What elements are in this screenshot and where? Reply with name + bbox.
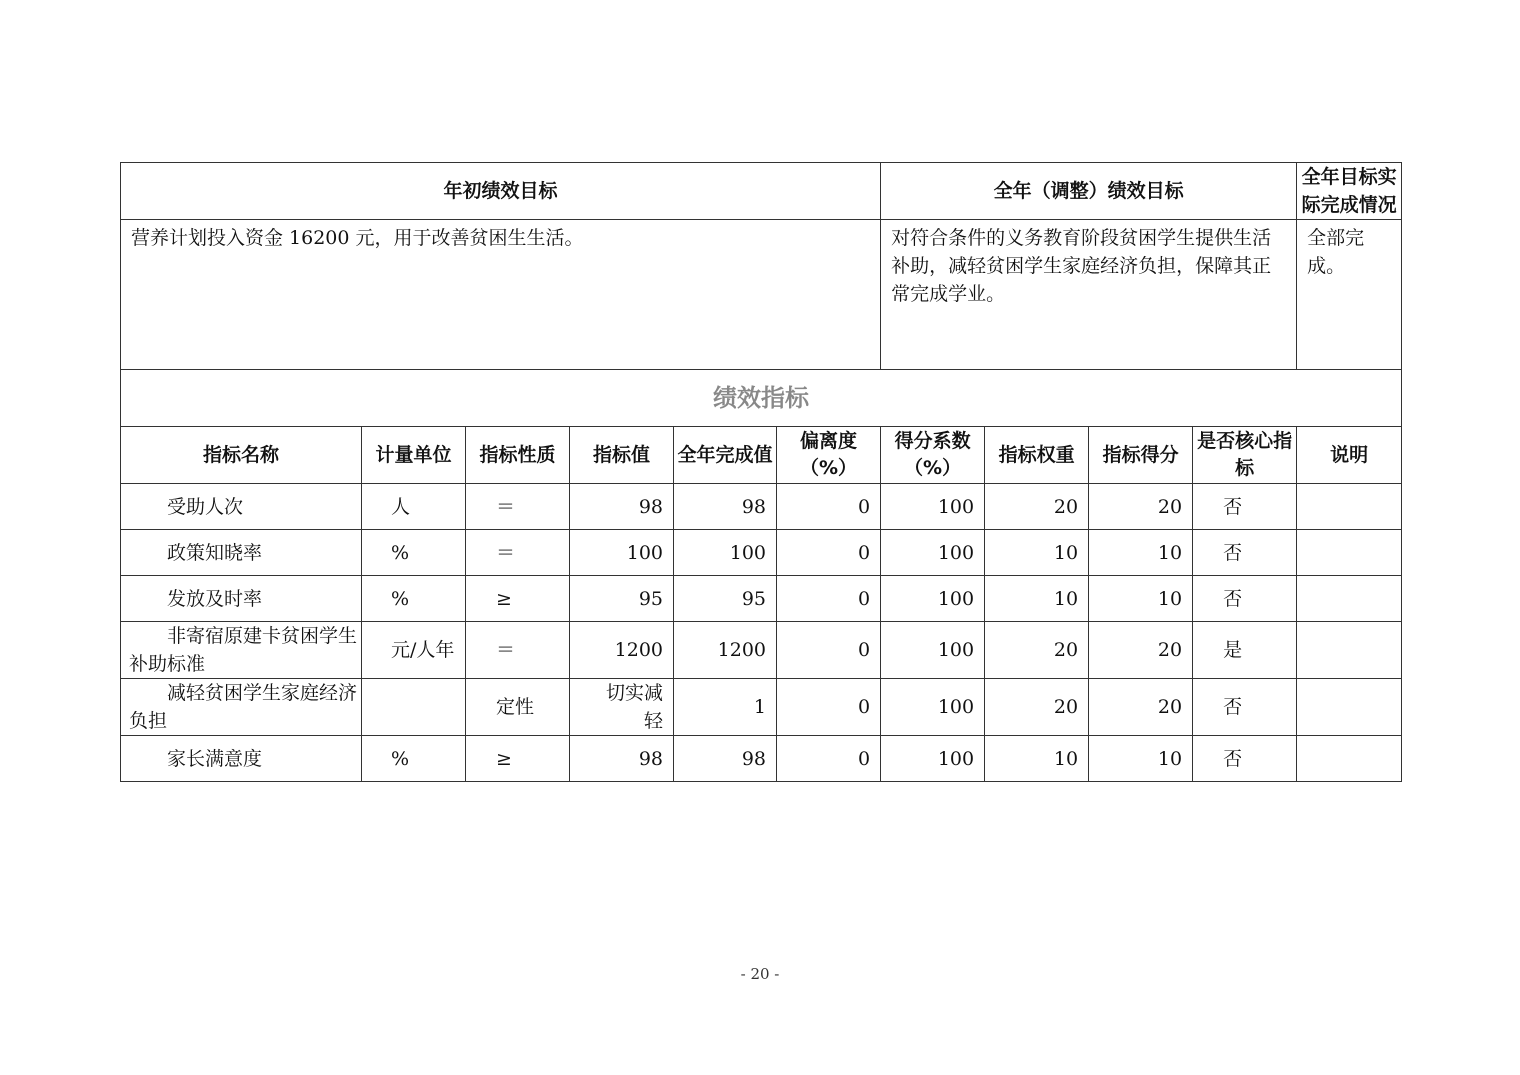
indicator-score: 10 bbox=[1089, 530, 1193, 576]
indicator-score: 20 bbox=[1089, 484, 1193, 530]
col-header-actual: 全年完成值 bbox=[674, 427, 777, 484]
indicator-name: 家长满意度 bbox=[121, 736, 362, 782]
adjusted-goal-text: 对符合条件的义务教育阶段贫困学生提供生活补助，减轻贫困学生家庭经济负担，保障其正常完成学业。 bbox=[881, 220, 1297, 370]
indicator-target: 切实减轻 bbox=[570, 679, 674, 736]
col-header-score: 指标得分 bbox=[1089, 427, 1193, 484]
table-row bbox=[121, 736, 1402, 782]
indicator-score: 20 bbox=[1089, 622, 1193, 679]
indicators-title: 绩效指标 bbox=[121, 370, 1402, 427]
indicator-coef: 100 bbox=[881, 679, 985, 736]
indicator-unit: 人 bbox=[362, 484, 466, 530]
indicator-note bbox=[1297, 622, 1402, 679]
indicator-name: 发放及时率 bbox=[121, 576, 362, 622]
indicator-weight: 10 bbox=[985, 576, 1089, 622]
indicator-target: 1200 bbox=[570, 622, 674, 679]
indicator-target: 98 bbox=[570, 736, 674, 782]
indicator-name: 受助人次 bbox=[121, 484, 362, 530]
performance-table-wrap bbox=[120, 162, 1401, 782]
indicator-note bbox=[1297, 576, 1402, 622]
table-row bbox=[121, 622, 1402, 679]
indicator-core: 否 bbox=[1193, 679, 1297, 736]
indicator-deviation: 0 bbox=[777, 530, 881, 576]
indicator-unit: 元/人年 bbox=[362, 622, 466, 679]
table-row bbox=[121, 484, 1402, 530]
col-header-coef: 得分系数（%） bbox=[881, 427, 985, 484]
indicator-actual: 98 bbox=[674, 736, 777, 782]
indicator-unit: % bbox=[362, 576, 466, 622]
indicator-coef: 100 bbox=[881, 736, 985, 782]
col-header-target: 指标值 bbox=[570, 427, 674, 484]
indicator-header-row bbox=[121, 427, 1402, 484]
indicator-actual: 1 bbox=[674, 679, 777, 736]
indicator-actual: 1200 bbox=[674, 622, 777, 679]
indicator-nature: ≥ bbox=[466, 576, 570, 622]
table-row bbox=[121, 576, 1402, 622]
indicator-deviation: 0 bbox=[777, 576, 881, 622]
indicator-core: 否 bbox=[1193, 736, 1297, 782]
indicator-unit: % bbox=[362, 736, 466, 782]
indicator-deviation: 0 bbox=[777, 679, 881, 736]
indicator-actual: 95 bbox=[674, 576, 777, 622]
indicator-core: 否 bbox=[1193, 530, 1297, 576]
indicator-target: 98 bbox=[570, 484, 674, 530]
col-header-nature: 指标性质 bbox=[466, 427, 570, 484]
indicator-name: 非寄宿原建卡贫困学生补助标准 bbox=[121, 622, 362, 679]
indicator-note bbox=[1297, 679, 1402, 736]
indicator-unit: % bbox=[362, 530, 466, 576]
table-row bbox=[121, 530, 1402, 576]
col-header-name: 指标名称 bbox=[121, 427, 362, 484]
goals-body-row bbox=[121, 220, 1402, 370]
indicator-target: 95 bbox=[570, 576, 674, 622]
indicator-coef: 100 bbox=[881, 576, 985, 622]
goals-header-row bbox=[121, 163, 1402, 220]
initial-goal-header: 年初绩效目标 bbox=[121, 163, 881, 220]
actual-completion-text: 全部完成。 bbox=[1297, 220, 1402, 370]
indicator-coef: 100 bbox=[881, 622, 985, 679]
indicator-weight: 20 bbox=[985, 622, 1089, 679]
indicator-note bbox=[1297, 736, 1402, 782]
indicator-target: 100 bbox=[570, 530, 674, 576]
indicator-deviation: 0 bbox=[777, 622, 881, 679]
indicator-name: 减轻贫困学生家庭经济负担 bbox=[121, 679, 362, 736]
indicator-coef: 100 bbox=[881, 530, 985, 576]
table-row bbox=[121, 679, 1402, 736]
indicator-nature: ＝ bbox=[466, 622, 570, 679]
indicator-nature: 定性 bbox=[466, 679, 570, 736]
col-header-unit: 计量单位 bbox=[362, 427, 466, 484]
indicator-nature: ≥ bbox=[466, 736, 570, 782]
indicator-weight: 10 bbox=[985, 736, 1089, 782]
indicator-core: 是 bbox=[1193, 622, 1297, 679]
indicator-actual: 100 bbox=[674, 530, 777, 576]
indicator-name: 政策知晓率 bbox=[121, 530, 362, 576]
indicator-score: 10 bbox=[1089, 736, 1193, 782]
indicator-deviation: 0 bbox=[777, 484, 881, 530]
col-header-deviation: 偏离度（%） bbox=[777, 427, 881, 484]
indicator-note bbox=[1297, 484, 1402, 530]
indicator-weight: 20 bbox=[985, 484, 1089, 530]
indicator-actual: 98 bbox=[674, 484, 777, 530]
adjusted-goal-header: 全年（调整）绩效目标 bbox=[881, 163, 1297, 220]
col-header-note: 说明 bbox=[1297, 427, 1402, 484]
performance-table bbox=[120, 162, 1402, 782]
col-header-core: 是否核心指标 bbox=[1193, 427, 1297, 484]
indicator-core: 否 bbox=[1193, 484, 1297, 530]
page-number: - 20 - bbox=[740, 965, 780, 983]
indicator-coef: 100 bbox=[881, 484, 985, 530]
indicator-nature: ＝ bbox=[466, 530, 570, 576]
indicator-weight: 10 bbox=[985, 530, 1089, 576]
indicator-note bbox=[1297, 530, 1402, 576]
indicator-deviation: 0 bbox=[777, 736, 881, 782]
section-title-row bbox=[121, 370, 1402, 427]
indicator-core: 否 bbox=[1193, 576, 1297, 622]
indicator-score: 10 bbox=[1089, 576, 1193, 622]
indicator-nature: ＝ bbox=[466, 484, 570, 530]
indicator-score: 20 bbox=[1089, 679, 1193, 736]
indicator-weight: 20 bbox=[985, 679, 1089, 736]
initial-goal-text: 营养计划投入资金 16200 元，用于改善贫困生生活。 bbox=[121, 220, 881, 370]
col-header-weight: 指标权重 bbox=[985, 427, 1089, 484]
indicator-unit bbox=[362, 679, 466, 736]
actual-completion-header: 全年目标实际完成情况 bbox=[1297, 163, 1402, 220]
